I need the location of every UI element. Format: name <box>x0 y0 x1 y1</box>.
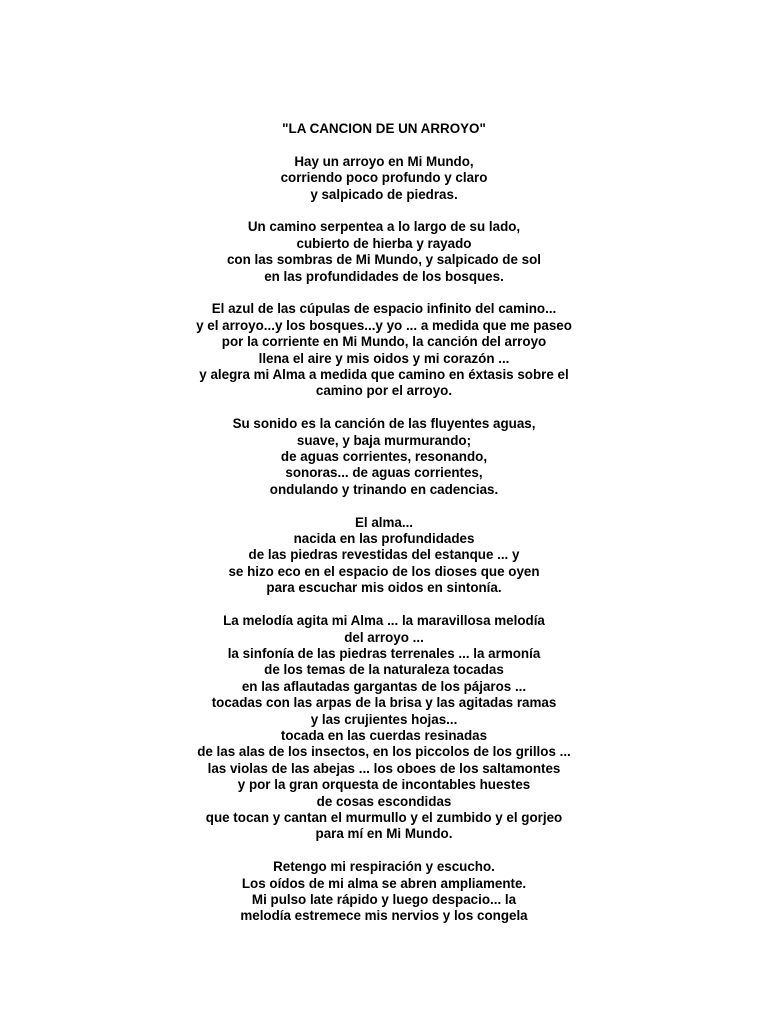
poem-line: suave, y baja murmurando; <box>296 432 472 448</box>
poem-title: "LA CANCION DE UN ARROYO" <box>282 121 486 136</box>
poem-line: Su sonido es la canción de las fluyentes aguas, <box>232 416 536 432</box>
poem-line: nacida en las profundidades <box>293 531 475 547</box>
poem-line: que tocan y cantan el murmullo y el zumbido y el gorjeo <box>205 809 563 825</box>
poem-line: las violas de las abejas ... los oboes de los saltamontes <box>207 760 561 776</box>
poem-line: corriendo poco profundo y claro <box>280 170 488 186</box>
poem-line: melodía estremece mis nervios y los congela <box>240 908 528 924</box>
stanza-6 <box>0 613 768 843</box>
poem-line: de los temas de la naturaleza tocadas <box>264 662 504 678</box>
poem-line: para escuchar mis oidos en sintonía. <box>266 580 502 596</box>
poem-line: se hizo eco en el espacio de los dioses que oyen <box>228 563 540 579</box>
stanza-4 <box>0 416 768 498</box>
poem-line: llena el aire y mis oidos y mi corazón ... <box>258 350 510 366</box>
poem-line: y las crujientes hojas... <box>310 711 458 727</box>
poem-line: y salpicado de piedras. <box>310 186 458 202</box>
poem-line: por la corriente en Mi Mundo, la canción del arroyo <box>221 334 547 350</box>
poem-line: sonoras... de aguas corrientes, <box>285 465 483 481</box>
poem-line: y alegra mi Alma a medida que camino en éxtasis sobre el <box>199 367 569 383</box>
poem-line: del arroyo ... <box>344 629 424 645</box>
stanza-2 <box>0 219 768 285</box>
poem-line: ondulando y trinando en cadencias. <box>269 481 499 497</box>
poem-line: de cosas escondidas <box>316 793 452 809</box>
poem-line: La melodía agita mi Alma ... la maravillosa melodía <box>223 613 545 629</box>
poem-line: Retengo mi respiración y escucho. <box>273 859 495 875</box>
poem-line: de las alas de los insectos, en los piccolos de los grillos ... <box>197 744 571 760</box>
poem-line: en las profundidades de los bosques. <box>264 268 504 284</box>
poem-line: para mí en Mi Mundo. <box>315 826 453 842</box>
stanza-5 <box>0 515 768 597</box>
poem-line: El azul de las cúpulas de espacio infinito del camino... <box>211 301 557 317</box>
stanza-7 <box>0 859 768 925</box>
poem-line: de las piedras revestidas del estanque ... y <box>248 547 520 563</box>
poem-line: El alma... <box>354 514 414 530</box>
poem-line: de aguas corrientes, resonando, <box>280 449 488 465</box>
poem-line: en las aflautadas gargantas de los pájaros ... <box>241 678 527 694</box>
stanza-3 <box>0 301 768 399</box>
poem-line: tocadas con las arpas de la brisa y las agitadas ramas <box>211 695 557 711</box>
stanza-1 <box>0 154 768 203</box>
document-page <box>0 121 768 941</box>
poem-line: cubierto de hierba y rayado <box>296 235 472 251</box>
poem-line: Los oídos de mi alma se abren ampliamente. <box>241 875 527 891</box>
poem-line: y por la gran orquesta de incontables huestes <box>237 777 531 793</box>
poem-line: y el arroyo...y los bosques...y yo ... a medida que me paseo <box>196 317 572 333</box>
poem-line: la sinfonía de las piedras terrenales ... la armonía <box>227 645 541 661</box>
poem-line: con las sombras de Mi Mundo, y salpicado de sol <box>226 252 541 268</box>
poem-line: Mi pulso late rápido y luego despacio... la <box>251 891 517 907</box>
poem-line: Un camino serpentea a lo largo de su lado, <box>247 219 521 235</box>
poem-line: tocada en las cuerdas resinadas <box>280 727 488 743</box>
poem-line: camino por el arroyo. <box>315 383 453 399</box>
poem-line: Hay un arroyo en Mi Mundo, <box>294 153 474 169</box>
